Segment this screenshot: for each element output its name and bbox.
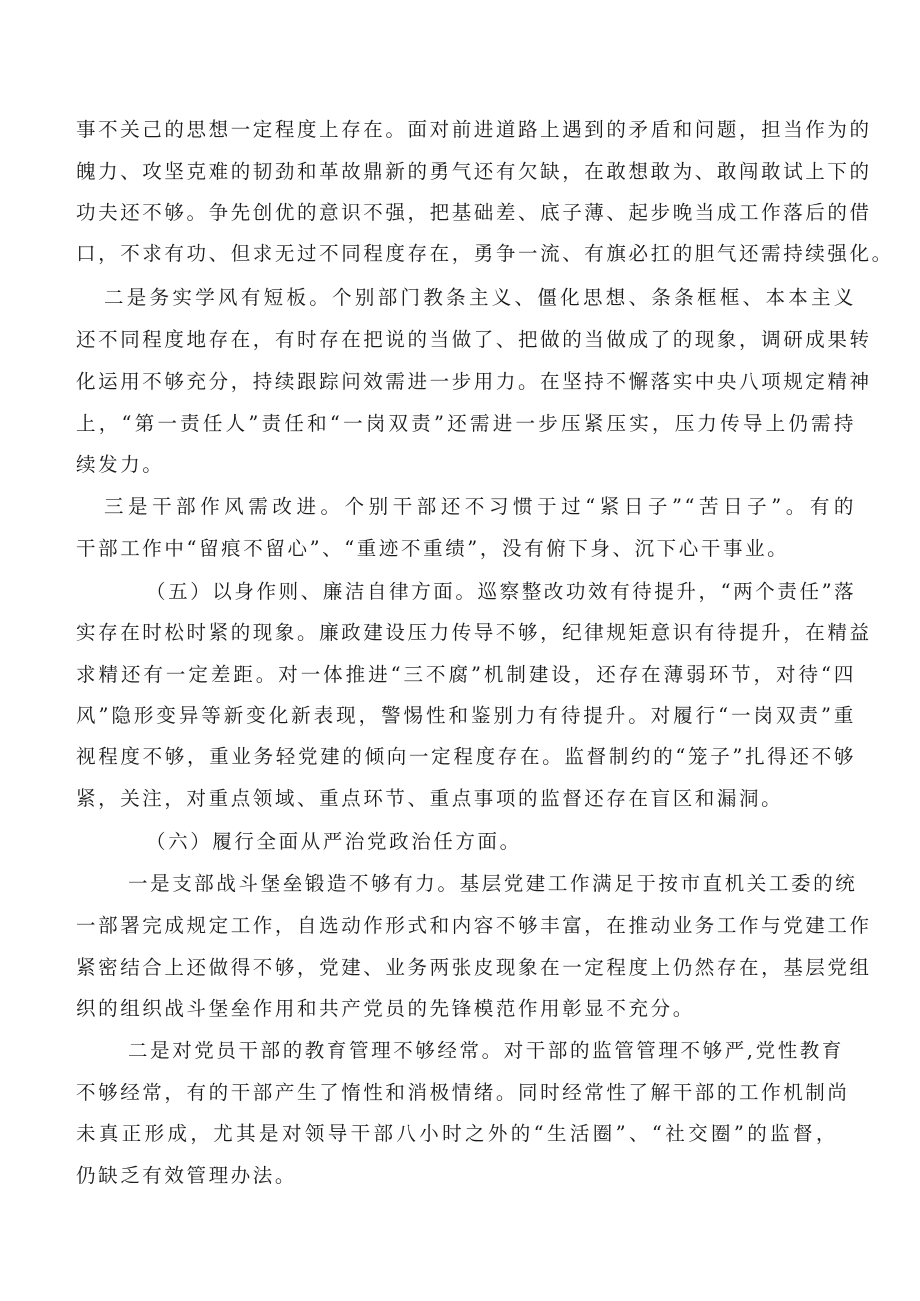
text-line: 口，不求有功、但求无过不同程度存在，勇争一流、有旗必扛的胆气还需持续强化。 — [76, 242, 894, 265]
paragraph-heading-line: 二是对党员干部的教育管理不够经常。对干部的监管管理不够严,党性教育 — [128, 1039, 844, 1062]
text-line: 仍缺乏有效管理办法。 — [76, 1164, 298, 1187]
text-line: 紧，关注，对重点领域、重点环节、重点事项的监督还存在盲区和漏洞。 — [76, 787, 784, 810]
text-line: 一部署完成规定工作，自选动作形式和内容不够丰富，在推动业务工作与党建工作 — [76, 914, 872, 937]
text-line: 不够经常，有的干部产生了惰性和消极情绪。同时经常性了解干部的工作机制尚 — [76, 1081, 850, 1104]
text-line: 事不关己的思想一定程度上存在。面对前进道路上遇到的矛盾和问题，担当作为的 — [76, 118, 872, 141]
text-line: 功夫还不够。争先创优的意识不强，把基础差、底子薄、起步晚当成工作落后的借 — [76, 201, 872, 224]
text-line: 续发力。 — [76, 453, 165, 476]
text-line: 紧密结合上还做得不够，党建、业务两张皮现象在一定程度上仍然存在，基层党组 — [76, 956, 872, 979]
text-line: 还不同程度地存在，有时存在把说的当做了、把做的当做成了的现象，调研成果转 — [76, 328, 872, 351]
text-line: 化运用不够充分，持续跟踪问效需进一步用力。在坚持不懈落实中央八项规定精神 — [76, 370, 872, 393]
paragraph-heading-line: 三是干部作风需改进。个别干部还不习惯于过“紧日子”“苦日子”。有的 — [104, 495, 856, 518]
text-line: 风”隐形变异等新变化新表现，警惕性和鉴别力有待提升。对履行“一岗双责”重 — [76, 704, 856, 727]
text-line: 干部工作中“留痕不留心”、“重迹不重绩”，没有俯下身、沉下心干事业。 — [76, 537, 790, 560]
text-line: 织的组织战斗堡垒作用和共产党员的先锋模范作用彰显不充分。 — [76, 997, 695, 1020]
text-line: 求精还有一定差距。对一体推进“三不腐”机制建设，还存在薄弱环节，对待“四 — [76, 663, 856, 686]
text-line: 视程度不够，重业务轻党建的倾向一定程度存在。监督制约的“笼子”扎得还不够 — [76, 745, 856, 768]
text-line: 未真正形成，尤其是对领导干部八小时之外的“生活圈”、“社交圈”的监督， — [76, 1122, 838, 1145]
text-line: 魄力、攻坚克难的韧劲和革故鼎新的勇气还有欠缺，在敢想敢为、敢闯敢试上下的 — [76, 160, 872, 183]
section-heading: （六）履行全面从严治党政治任方面。 — [146, 830, 522, 853]
section-heading-line: （五）以身作则、廉洁自律方面。巡察整改功效有待提升，“两个责任”落 — [146, 580, 857, 603]
paragraph-heading-line: 二是务实学风有短板。个别部门教条主义、僵化思想、条条框框、本本主义 — [104, 286, 856, 309]
paragraph-heading-line: 一是支部战斗堡垒锻造不够有力。基层党建工作满足于按市直机关工委的统 — [128, 872, 858, 895]
text-line: 上，“第一责任人”责任和“一岗双责”还需进一步压紧压实，压力传导上仍需持 — [76, 412, 856, 435]
text-line: 实存在时松时紧的现象。廉政建设压力传导不够，纪律规矩意识有待提升，在精益 — [76, 621, 872, 644]
